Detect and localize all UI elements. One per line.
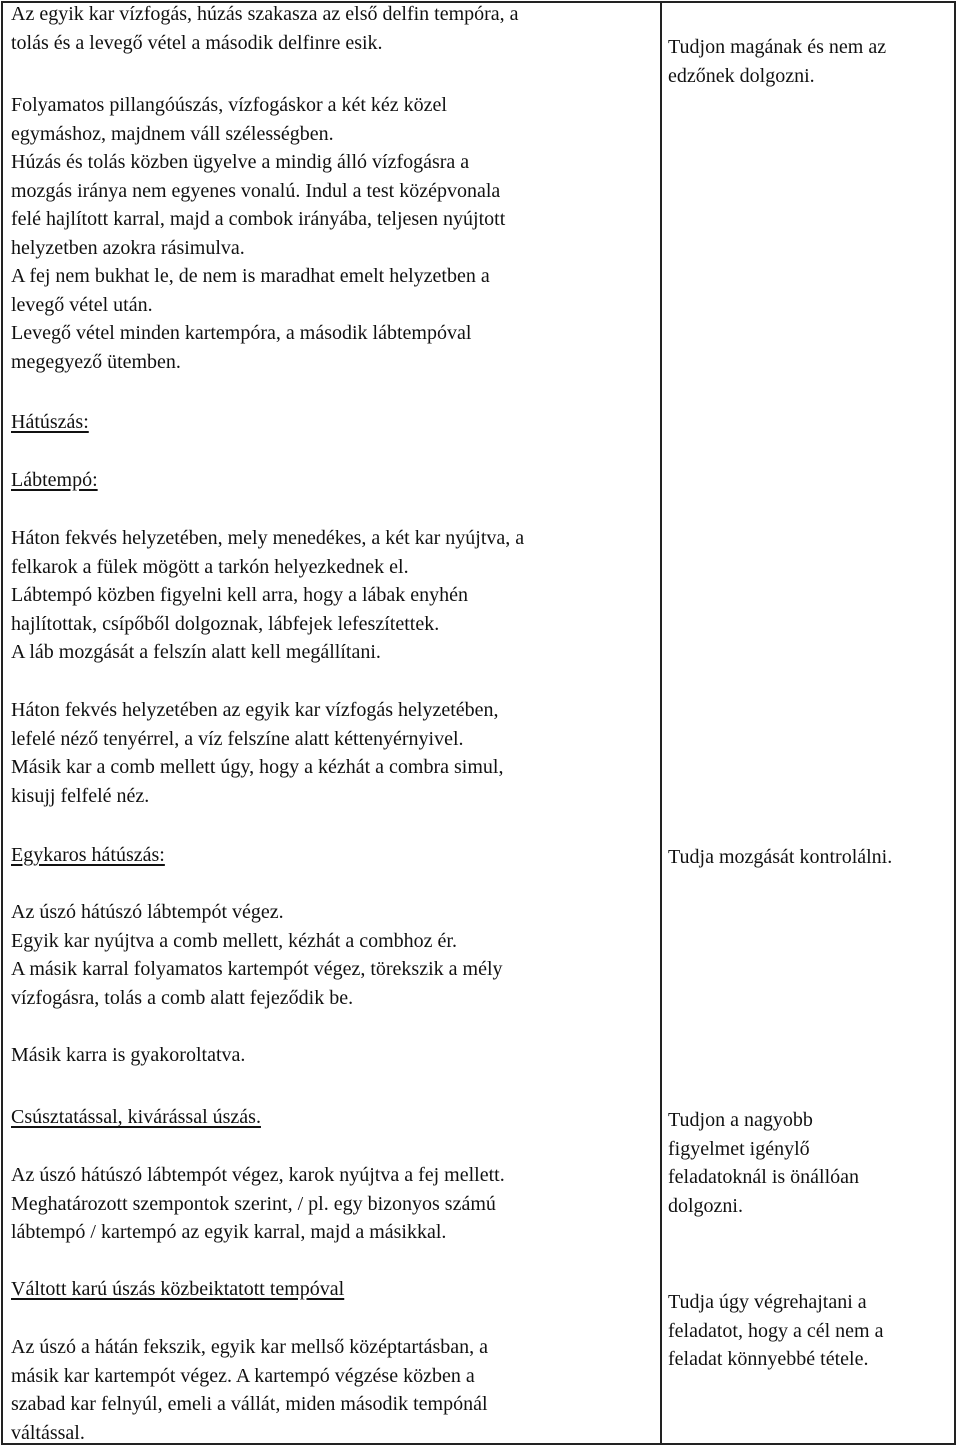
goal-figyelem [668,1106,859,1220]
text-line: Tudjon magának és nem az [668,36,887,58]
text-line: feladatoknál is önállóan [668,1166,860,1188]
text-line: Folyamatos pillangóúszás, vízfogáskor a két kéz közel [11,94,447,116]
text-line: edzőnek dolgozni. [668,64,815,87]
text-line: feladatot, hogy a cél nem a [668,1319,884,1342]
text-line: A másik karral folyamatos kartempót végez, törekszik a mély [11,958,503,980]
text-line: Levegő vétel minden kartempóra, a második lábtempóval [11,322,472,344]
goal-cel [668,1288,883,1374]
column-divider [660,3,662,1443]
text-line: másik kar kartempót végez. A kartempó végzése közben a [11,1364,475,1387]
text-line: levegő vétel után. [11,293,153,316]
text-line: mozgás iránya nem egyenes vonalú. Indul a test középvonala [11,179,501,202]
heading-egykaros: Egykaros hátúszás: [11,844,165,866]
text-line: A fej nem bukhat le, de nem is maradhat emelt helyzetben a [11,265,490,287]
text-line: Az úszó a hátán fekszik, egyik kar mellső középtartásban, a [11,1336,489,1358]
text-line: tolás és a levegő vétel a második delfinre esik. [11,31,383,54]
goal-onallo [668,33,886,90]
text-line: szabad kar felnyúl, emeli a vállát, miden második tempónál [11,1393,488,1415]
text-line: A láb mozgását a felszín alatt kell megállítani. [11,641,381,663]
text-line: Egyik kar nyújtva a comb mellett, kézhát a combhoz ér. [11,929,457,952]
text-line: helyzetben azokra rásimulva. [11,236,245,259]
text-line: lábtempó / kartempó az egyik karral, majd a másikkal. [11,1221,447,1243]
text-line: dolgozni. [668,1194,743,1217]
paragraph-labtempo [11,524,524,667]
paragraph-valtott [11,1333,488,1447]
text-line: kisujj felfelé néz. [11,784,150,807]
heading-hatuszas: Hátúszás: [11,411,89,433]
text-line: Meghatározott szempontok szerint, / pl. egy bizonyos számú [11,1192,496,1215]
text-line: Az úszó hátúszó lábtempót végez. [11,901,284,923]
text-line: váltással. [11,1421,85,1444]
paragraph-csusztatas [11,1161,505,1247]
heading-csusztatas: Csúsztatással, kivárással úszás. [11,1106,261,1128]
paragraph-masik-kar: Másik karra is gyakoroltatva. [11,1044,246,1066]
text-line: megegyező ütemben. [11,350,181,373]
text-line: hajlítottak, csípőből dolgoznak, lábfejek lefeszítettek. [11,612,440,635]
paragraph-egykaros [11,898,503,1012]
text-line: Lábtempó közben figyelni kell arra, hogy a lábak enyhén [11,584,469,606]
text-line: Az úszó hátúszó lábtempót végez, karok nyújtva a fej mellett. [11,1164,505,1186]
text-line: figyelmet igénylő [668,1137,810,1160]
goal-kontrol: Tudja mozgását kontrolálni. [668,846,893,868]
text-line: vízfogásra, tolás a comb alatt fejeződik be. [11,986,354,1009]
paragraph-delfin [11,0,519,57]
text-line: Húzás és tolás közben ügyelve a mindig álló vízfogásra a [11,151,470,173]
text-line: Tudja úgy végrehajtani a [668,1291,867,1313]
text-line: felé hajlított karral, majd a combok irányába, teljesen nyújtott [11,208,506,230]
heading-valtott: Váltott karú úszás közbeiktatott tempóval [11,1278,345,1300]
text-line: felkarok a fülek mögött a tarkón helyezkednek el. [11,555,409,578]
heading-labtempo: Lábtempó: [11,469,98,491]
text-line: Az egyik kar vízfogás, húzás szakasza az első delfin tempóra, a [11,3,519,25]
text-line: feladat könnyebbé tétele. [668,1348,869,1370]
text-line: lefelé néző tenyérrel, a víz felszíne alatt kéttenyérnyivel. [11,727,464,750]
text-line: Tudjon a nagyobb [668,1109,813,1131]
text-line: egymáshoz, majdnem váll szélességben. [11,122,334,145]
text-line: Másik kar a comb mellett úgy, hogy a kézhát a combra simul, [11,756,504,778]
text-line: Háton fekvés helyzetében az egyik kar vízfogás helyzetében, [11,699,499,721]
paragraph-kar-helyzet [11,696,503,810]
text-line: Háton fekvés helyzetében, mely menedékes, a két kar nyújtva, a [11,527,525,549]
paragraph-pillango [11,91,505,376]
